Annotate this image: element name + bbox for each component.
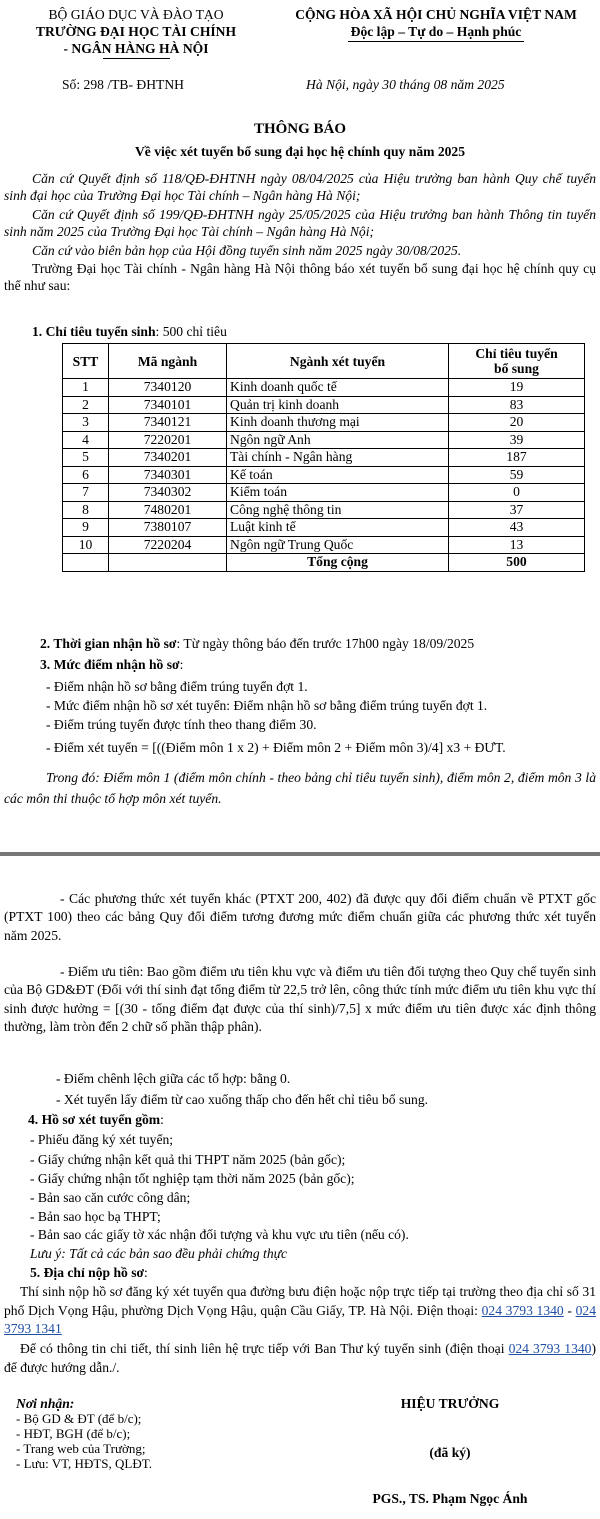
cell-stt: 4 [63, 431, 109, 449]
section-3-label: 3. Mức điểm nhận hồ sơ [40, 657, 180, 672]
total-label: Tổng cộng [227, 554, 449, 572]
cell-quota: 13 [449, 536, 585, 554]
col-header-code: Mã ngành [109, 344, 227, 379]
section-1-label: 1. Chỉ tiêu tuyển sinh [32, 324, 156, 339]
cell-stt: 8 [63, 501, 109, 519]
doc-item-5: - Bản sao học bạ THPT; [30, 1209, 161, 1224]
page-separator [0, 852, 600, 856]
ministry-name: BỘ GIÁO DỤC VÀ ĐÀO TẠO [48, 7, 224, 22]
signed-note: (đã ký) [429, 1445, 471, 1460]
section-5-colon: : [144, 1265, 148, 1280]
section-3-heading [40, 656, 183, 673]
table-row [63, 501, 585, 519]
cell-code: 7480201 [109, 501, 227, 519]
table-row [63, 414, 585, 432]
doc-item-3: - Giấy chứng nhận tốt nghiệp tạm thời năm 2025 (bản gốc); [30, 1171, 355, 1186]
section-2-label: 2. Thời gian nhận hồ sơ [40, 636, 177, 651]
recipient-2: - HĐT, BGH (để b/c); [16, 1426, 131, 1441]
table-row [63, 519, 585, 537]
document-subtitle: Về việc xét tuyển bổ sung đại học hệ chính quy năm 2025 [134, 144, 466, 159]
col-header-quota [449, 344, 585, 379]
cell-major: Ngôn ngữ Trung Quốc [227, 536, 449, 554]
docs-note: Lưu ý: Tất cả các bản sao đều phải chứng thực [30, 1246, 288, 1261]
section-3-note: Trong đó: Điểm môn 1 (điểm môn chính - theo bảng chỉ tiêu tuyển sinh), điểm môn 2, điểm môn 3 là các môn thi thuộc tổ hợp môn xét tuyển. [4, 770, 596, 806]
document-date: Hà Nội, ngày 30 tháng 08 năm 2025 [306, 77, 505, 92]
table-row [63, 396, 585, 414]
section-2 [40, 635, 474, 652]
document-title: THÔNG BÁO [253, 121, 347, 137]
section-5-label: 5. Địa chỉ nộp hồ sơ [30, 1265, 145, 1280]
table-row [63, 484, 585, 502]
cell-code: 7340121 [109, 414, 227, 432]
recipient-1: - Bộ GD & ĐT (để b/c); [16, 1411, 142, 1426]
section-3-item-3: - Điểm trúng tuyển được tính theo thang điểm 30. [46, 717, 317, 732]
cell-code: 7340302 [109, 484, 227, 502]
section-3-colon: : [179, 657, 184, 672]
table-row [63, 379, 585, 397]
university-name-line1: TRƯỜNG ĐẠI HỌC TÀI CHÍNH [35, 24, 237, 39]
cell-empty [109, 554, 227, 572]
cell-stt: 7 [63, 484, 109, 502]
cell-code: 7220201 [109, 431, 227, 449]
section-3-item-2: - Mức điểm nhận hồ sơ xét tuyển: Điểm nhận hồ sơ bằng điểm trúng tuyển đợt 1. [46, 698, 488, 713]
section-1-value: : 500 chỉ tiêu [155, 324, 227, 339]
page2-item-4: - Xét tuyển lấy điểm từ cao xuống thấp cho đến hết chỉ tiêu bổ sung. [56, 1092, 429, 1107]
country-name: CỘNG HÒA XÃ HỘI CHỦ NGHĨA VIỆT NAM [295, 7, 577, 22]
cell-quota: 37 [449, 501, 585, 519]
cell-stt: 9 [63, 519, 109, 537]
signer-name: PGS., TS. Phạm Ngọc Ánh [372, 1491, 528, 1506]
section-4-heading [28, 1111, 164, 1128]
cell-quota: 19 [449, 379, 585, 397]
section-4-label: 4. Hồ sơ xét tuyển gồm [28, 1112, 161, 1127]
cell-quota: 0 [449, 484, 585, 502]
cell-stt: 5 [63, 449, 109, 467]
address-text: Thí sinh nộp hồ sơ đăng ký xét tuyển qua đường bưu điện hoặc nộp trực tiếp tại trường theo địa chỉ số 31 phố Dịch Vọng Hậu, phường Dịch Vọng Hậu, quận Cầu Giấy, TP. Hà Nội. Điện thoại: [4, 1284, 596, 1318]
contact-text: Để có thông tin chi tiết, thí sinh liên hệ trực tiếp với Ban Thư ký tuyển sinh (điện thoại [20, 1341, 509, 1356]
cell-stt: 2 [63, 396, 109, 414]
section-3-item-1: - Điểm nhận hồ sơ bằng điểm trúng tuyển đợt 1. [46, 679, 308, 694]
doc-item-6: - Bản sao các giấy tờ xác nhận đối tượng và khu vực ưu tiên (nếu có). [30, 1227, 409, 1242]
contact-phone-link[interactable]: 024 3793 1340 [508, 1341, 592, 1356]
cell-major: Kiểm toán [227, 484, 449, 502]
section-2-value: : Từ ngày thông báo đến trước 17h00 ngày 18/09/2025 [176, 636, 475, 651]
table-header-row [63, 344, 585, 379]
cell-code: 7340201 [109, 449, 227, 467]
cell-quota: 187 [449, 449, 585, 467]
cell-stt: 1 [63, 379, 109, 397]
cell-quota: 59 [449, 466, 585, 484]
col-header-quota-line2: bổ sung [494, 361, 539, 376]
basis-1: Căn cứ Quyết định số 118/QĐ-ĐHTNH ngày 08/04/2025 của Hiệu trưởng ban hành Quy chế tuyển sinh đại học của Trường Đại học Tài chính – Ngân hàng Hà Nội; [4, 171, 596, 203]
recipients-label: Nơi nhận: [16, 1396, 75, 1411]
recipient-4: - Lưu: VT, HĐTS, QLĐT. [16, 1456, 152, 1471]
cell-stt: 10 [63, 536, 109, 554]
phone-separator: - [563, 1302, 576, 1318]
intro: Trường Đại học Tài chính - Ngân hàng Hà Nội thông báo xét tuyển bổ sung đại học hệ chính quy cụ thể như sau: [4, 261, 596, 293]
cell-major: Quản trị kinh doanh [227, 396, 449, 414]
address-paragraph [4, 1283, 596, 1339]
table-row [63, 431, 585, 449]
university-name-line2: - NGÂN HÀNG HÀ NỘI [63, 41, 209, 56]
cell-major: Kinh doanh thương mại [227, 414, 449, 432]
contact-end: ) để được hướng dẫn./. [4, 1341, 597, 1375]
motto: Độc lập – Tự do – Hạnh phúc [350, 24, 522, 39]
page2-para-2: - Điểm ưu tiên: Bao gồm điểm ưu tiên khu vực và điểm ưu tiên đối tượng theo Quy chế tuyển sinh của Bộ GD&ĐT (Đối với thí sinh đạt tổng điểm từ 22,5 trở lên, công thức tính mức điểm ưu tiên khu vực thí sinh được hưởng = [(30 - tổng điểm đạt được của thí sinh)/7,5] x mức điểm ưu tiên được xác định thông thường, làm tròn đến 2 chữ số phần thập phân). [4, 964, 596, 1034]
doc-item-4: - Bản sao căn cước công dân; [30, 1190, 191, 1205]
col-header-stt: STT [63, 344, 109, 379]
cell-quota: 83 [449, 396, 585, 414]
cell-quota: 20 [449, 414, 585, 432]
table-row [63, 449, 585, 467]
contact-paragraph [4, 1340, 596, 1377]
basis-3: Căn cứ vào biên bản họp của Hội đồng tuyển sinh năm 2025 ngày 30/08/2025. [32, 243, 462, 258]
recipient-3: - Trang web của Trường; [16, 1441, 146, 1456]
cell-code: 7340101 [109, 396, 227, 414]
quota-table [62, 343, 585, 572]
doc-item-2: - Giấy chứng nhận kết quả thi THPT năm 2025 (bản gốc); [30, 1152, 346, 1167]
cell-quota: 43 [449, 519, 585, 537]
section-5-heading [30, 1264, 148, 1281]
cell-major: Ngôn ngữ Anh [227, 431, 449, 449]
page2-item-3: - Điểm chênh lệch giữa các tổ hợp: bằng 0. [56, 1071, 291, 1086]
cell-major: Kế toán [227, 466, 449, 484]
phone-link-1[interactable]: 024 3793 1340 [481, 1302, 564, 1318]
section-4-colon: : [160, 1112, 164, 1127]
header-left-underline [103, 58, 170, 59]
section-1-heading [32, 323, 227, 340]
document-number: Số: 298 /TB- ĐHTNH [62, 77, 184, 92]
phone-link-2[interactable]: 024 3793 1341 [4, 1302, 597, 1336]
table-row [63, 466, 585, 484]
table-row [63, 536, 585, 554]
section-3-item-4: - Điểm xét tuyển = [((Điểm môn 1 x 2) + Điểm môn 2 + Điểm môn 3)/4] x3 + ĐƯT. [46, 740, 506, 755]
cell-code: 7380107 [109, 519, 227, 537]
cell-empty [63, 554, 109, 572]
cell-stt: 3 [63, 414, 109, 432]
cell-major: Công nghệ thông tin [227, 501, 449, 519]
cell-code: 7340301 [109, 466, 227, 484]
cell-quota: 39 [449, 431, 585, 449]
cell-major: Luật kinh tế [227, 519, 449, 537]
col-header-quota-line1: Chỉ tiêu tuyển [475, 346, 558, 361]
cell-code: 7340120 [109, 379, 227, 397]
col-header-major: Ngành xét tuyển [227, 344, 449, 379]
total-value: 500 [449, 554, 585, 572]
cell-major: Tài chính - Ngân hàng [227, 449, 449, 467]
basis-2: Căn cứ Quyết định số 199/QĐ-ĐHTNH ngày 25/05/2025 của Hiệu trưởng ban hành Thông tin tuyển sinh năm 2025 của Trường Đại học Tài chính – Ngân hàng Hà Nội; [4, 207, 596, 239]
doc-item-1: - Phiếu đăng ký xét tuyển; [30, 1132, 174, 1147]
cell-major: Kinh doanh quốc tế [227, 379, 449, 397]
signer-title: HIỆU TRƯỞNG [400, 1396, 500, 1411]
header-right-underline [348, 41, 524, 42]
table-total-row [63, 554, 585, 572]
cell-code: 7220204 [109, 536, 227, 554]
page2-para-1: - Các phương thức xét tuyển khác (PTXT 200, 402) đã được quy đổi điểm chuẩn về PTXT gốc (PTXT 100) theo các bảng Quy đổi điểm tương đương mức điểm chuẩn giữa các phương thức xét tuyển năm 2025. [4, 891, 596, 943]
cell-stt: 6 [63, 466, 109, 484]
